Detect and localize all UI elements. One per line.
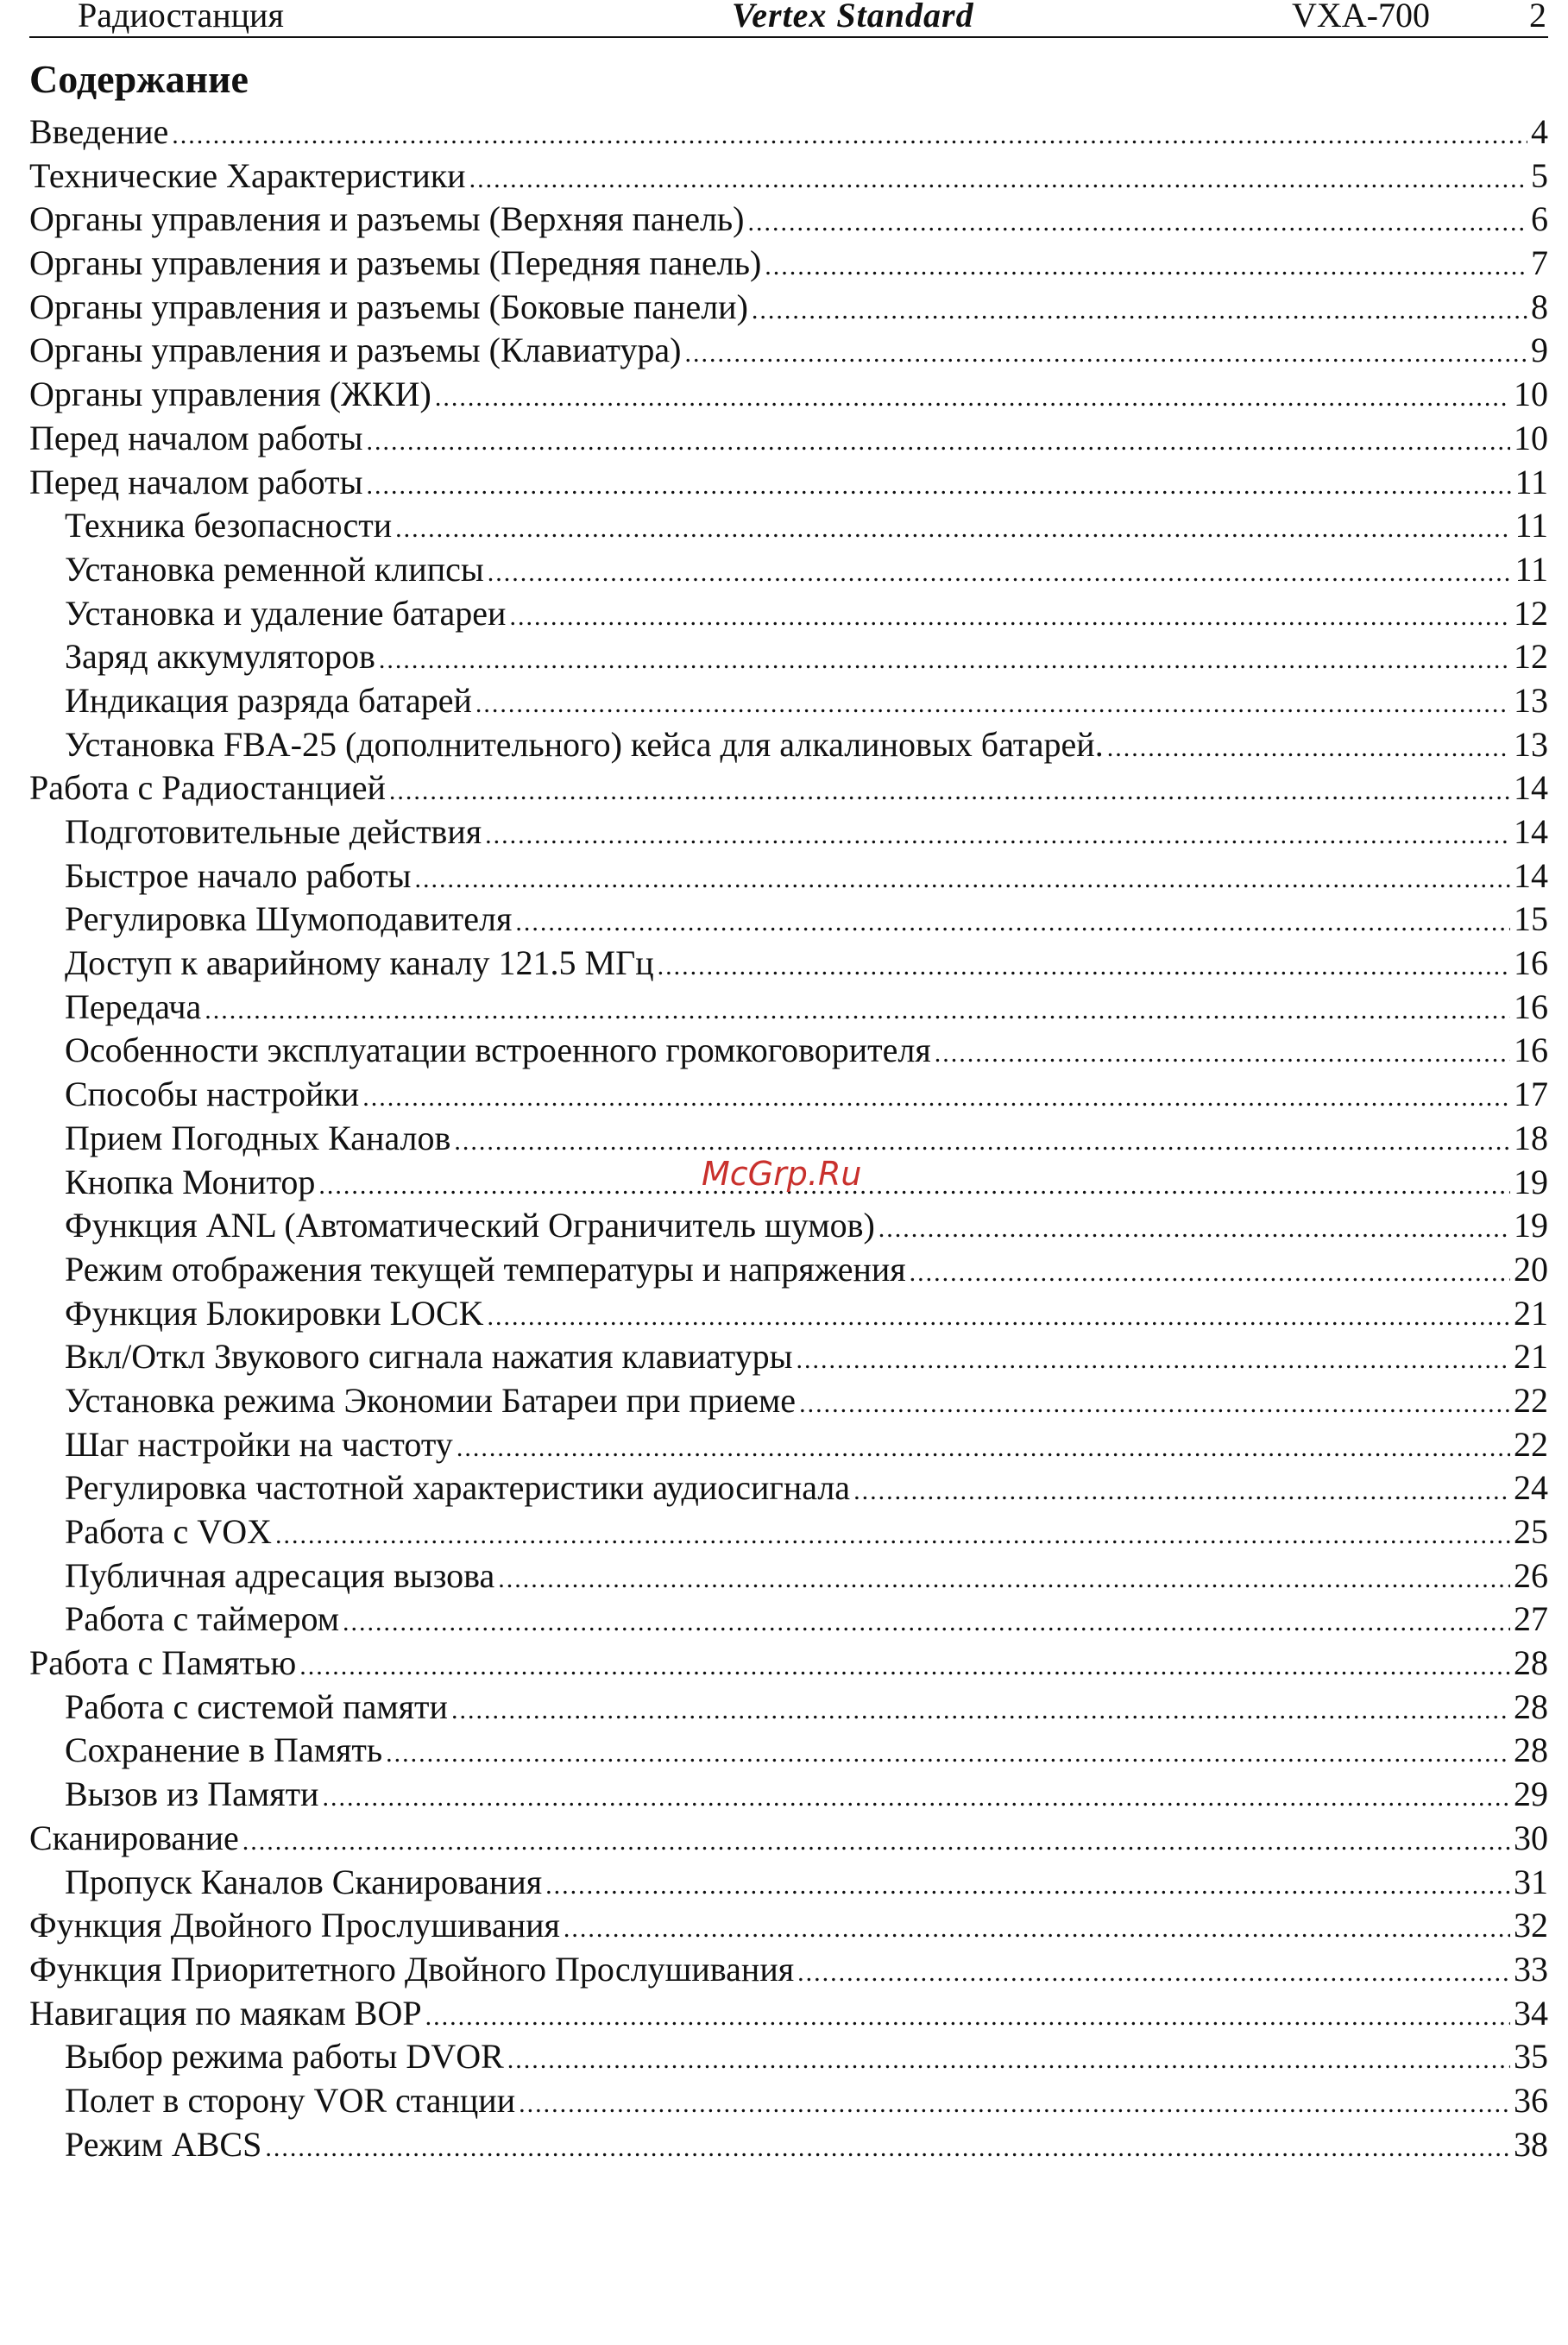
toc-entry[interactable] [29, 1029, 1548, 1073]
toc-entry[interactable] [29, 1510, 1548, 1554]
toc-entry-label: Навигация по маякам ВОР [29, 1993, 422, 2033]
toc-dot-leader [519, 2083, 1510, 2126]
watermark: McGrp.Ru [702, 1155, 862, 1193]
toc-entry-label: Работа с VOX [65, 1512, 272, 1551]
toc-entry-page: 16 [1514, 1031, 1548, 1070]
toc-entry-page: 32 [1514, 1906, 1548, 1945]
toc-entry-label: Техника безопасности [65, 506, 393, 545]
toc-entry-page: 28 [1514, 1686, 1548, 1726]
toc-entry[interactable] [29, 723, 1548, 767]
toc-entry-label: Функция ANL (Автоматический Ограничитель шумов) [65, 1206, 875, 1245]
toc-dot-leader [172, 114, 1527, 157]
toc-entry-label: Полет в сторону VOR станции [65, 2080, 516, 2120]
toc-entry-page: 20 [1514, 1249, 1548, 1289]
toc-dot-leader [389, 770, 1510, 813]
toc-entry-label: Органы управления и разъемы (Верхняя панель) [29, 199, 745, 239]
toc-entry-label: Пропуск Каналов Сканирования [65, 1862, 543, 1901]
toc-entry[interactable] [29, 1773, 1548, 1817]
toc-entry-page: 19 [1514, 1206, 1548, 1245]
toc-entry[interactable] [29, 810, 1548, 854]
toc-entry[interactable] [29, 1423, 1548, 1467]
toc-entry[interactable] [29, 1466, 1548, 1510]
toc-entry[interactable] [29, 986, 1548, 1030]
toc-dot-leader [488, 1295, 1510, 1339]
toc-entry[interactable] [29, 898, 1548, 942]
toc-entry-page: 26 [1514, 1555, 1548, 1595]
toc-entry-page: 13 [1514, 724, 1548, 764]
toc-title: Содержание [29, 57, 249, 101]
toc-entry-label: Подготовительные действия [65, 812, 482, 851]
toc-dot-leader [507, 2039, 1510, 2082]
toc-dot-leader [469, 158, 1527, 201]
toc-entry[interactable] [29, 154, 1548, 199]
toc-dot-leader [425, 1995, 1510, 2039]
toc-entry-label: Сохранение в Память [65, 1730, 383, 1770]
toc-entry-label: Органы управления (ЖКИ) [29, 375, 431, 414]
toc-entry-page: 28 [1514, 1730, 1548, 1770]
header-model: VXA-700 [1292, 0, 1430, 35]
toc-dot-leader [454, 1120, 1510, 1163]
toc-dot-leader [658, 945, 1510, 988]
toc-dot-leader [275, 1514, 1510, 1557]
toc-entry-page: 8 [1531, 287, 1548, 326]
toc-entry[interactable] [29, 592, 1548, 636]
toc-dot-leader [515, 901, 1510, 944]
toc-entry-page: 16 [1514, 943, 1548, 983]
toc-entry-page: 22 [1514, 1380, 1548, 1420]
table-of-contents [29, 110, 1548, 2166]
toc-dot-leader [475, 683, 1510, 726]
toc-dot-leader [545, 1864, 1510, 1907]
toc-entry-label: Вызов из Памяти [65, 1775, 319, 1814]
toc-entry[interactable] [29, 1948, 1548, 1992]
toc-entry-label: Технические Характеристики [29, 155, 466, 195]
toc-entry-page: 31 [1514, 1862, 1548, 1901]
toc-dot-leader [366, 464, 1511, 507]
toc-entry-label: Выбор режима работы DVOR [65, 2037, 504, 2077]
toc-dot-leader [797, 1951, 1510, 1995]
toc-entry[interactable] [29, 504, 1548, 548]
toc-entry-label: Работа с таймером [65, 1599, 340, 1639]
toc-dot-leader [853, 1470, 1510, 1513]
toc-entry[interactable] [29, 2123, 1548, 2167]
toc-entry[interactable] [29, 110, 1548, 154]
toc-entry-page: 28 [1514, 1643, 1548, 1683]
toc-dot-leader [205, 989, 1510, 1032]
toc-entry[interactable] [29, 548, 1548, 592]
toc-entry[interactable] [29, 329, 1548, 373]
toc-entry-page: 4 [1531, 112, 1548, 151]
toc-dot-leader [451, 1689, 1510, 1732]
toc-entry-page: 14 [1514, 768, 1548, 808]
toc-entry-page: 36 [1514, 2080, 1548, 2120]
toc-entry-page: 21 [1514, 1293, 1548, 1333]
toc-dot-leader [564, 1907, 1510, 1951]
toc-entry-page: 19 [1514, 1162, 1548, 1201]
toc-entry-label: Перед началом работы [29, 418, 363, 457]
toc-dot-leader [935, 1032, 1510, 1075]
toc-entry-page: 29 [1514, 1775, 1548, 1814]
toc-entry[interactable] [29, 1379, 1548, 1423]
toc-dot-leader [488, 552, 1512, 595]
toc-entry[interactable] [29, 1729, 1548, 1773]
toc-entry[interactable] [29, 1335, 1548, 1379]
toc-entry-label: Особенности эксплуатации встроенного громкоговорителя [65, 1031, 931, 1070]
toc-entry-page: 10 [1514, 418, 1548, 457]
toc-entry-label: Органы управления и разъемы (Боковые панели) [29, 287, 748, 326]
toc-dot-leader [435, 376, 1510, 419]
toc-dot-leader [457, 1427, 1510, 1470]
toc-entry-label: Вкл/Откл Звукового сигнала нажатия клавиатуры [65, 1337, 793, 1377]
toc-dot-leader [910, 1251, 1510, 1295]
toc-dot-leader [414, 858, 1510, 901]
toc-dot-leader [395, 507, 1511, 551]
toc-entry-page: 18 [1514, 1118, 1548, 1157]
toc-entry-label: Перед началом работы [29, 462, 363, 501]
toc-dot-leader [322, 1776, 1510, 1819]
toc-entry-page: 17 [1514, 1075, 1548, 1114]
toc-entry-page: 25 [1514, 1512, 1548, 1551]
toc-entry-label: Быстрое начало работы [65, 855, 412, 895]
toc-entry[interactable] [29, 286, 1548, 330]
toc-entry-label: Шаг настройки на частоту [65, 1424, 453, 1464]
toc-dot-leader [752, 289, 1527, 332]
toc-entry[interactable] [29, 1554, 1548, 1598]
toc-entry-label: Регулировка Шумоподавителя [65, 899, 513, 939]
toc-entry[interactable] [29, 2079, 1548, 2123]
toc-entry-page: 12 [1514, 593, 1548, 633]
toc-dot-leader [765, 245, 1527, 288]
toc-entry-page: 14 [1514, 855, 1548, 895]
toc-entry[interactable] [29, 679, 1548, 723]
toc-entry-page: 11 [1514, 549, 1548, 589]
toc-entry[interactable] [29, 373, 1548, 417]
toc-entry-label: Функция Блокировки LOCK [65, 1293, 484, 1333]
page-header [29, 0, 1548, 38]
toc-dot-leader [299, 1645, 1510, 1688]
toc-dot-leader [379, 639, 1510, 682]
toc-dot-leader [498, 1558, 1510, 1601]
toc-dot-leader [366, 420, 1510, 463]
header-document-type: Радиостанция [78, 0, 284, 35]
toc-entry-label: Режим отображения текущей температуры и напряжения [65, 1249, 906, 1289]
toc-entry[interactable] [29, 1073, 1548, 1117]
toc-entry-page: 30 [1514, 1818, 1548, 1857]
toc-entry-label: Органы управления и разъемы (Передняя панель) [29, 243, 762, 283]
header-page-number: 2 [1529, 0, 1546, 35]
toc-entry-label: Заряд аккумуляторов [65, 637, 375, 677]
toc-dot-leader [386, 1732, 1510, 1775]
toc-entry[interactable] [29, 942, 1548, 986]
toc-dot-leader [485, 814, 1510, 857]
toc-dot-leader [684, 332, 1527, 375]
toc-entry-label: Индикация разряда батарей [65, 680, 472, 720]
toc-dot-leader [747, 201, 1527, 244]
toc-entry-page: 27 [1514, 1599, 1548, 1639]
toc-entry[interactable] [29, 1686, 1548, 1730]
toc-entry-page: 7 [1531, 243, 1548, 283]
toc-entry-label: Регулировка частотной характеристики аудиосигнала [65, 1468, 851, 1508]
toc-dot-leader [878, 1207, 1510, 1251]
toc-entry[interactable] [29, 242, 1548, 286]
toc-entry-page: 10 [1514, 375, 1548, 414]
toc-entry[interactable] [29, 635, 1548, 679]
toc-entry-page: 16 [1514, 987, 1548, 1026]
toc-entry-label: Прием Погодных Каналов [65, 1118, 451, 1157]
toc-entry-page: 15 [1514, 899, 1548, 939]
toc-entry-page: 5 [1531, 155, 1548, 195]
toc-entry-page: 24 [1514, 1468, 1548, 1508]
toc-entry-label: Установка FBA-25 (дополнительного) кейса для алкалиновых батарей. [65, 724, 1104, 764]
toc-entry[interactable] [29, 766, 1548, 810]
toc-entry-page: 11 [1514, 462, 1548, 501]
toc-entry[interactable] [29, 1642, 1548, 1686]
toc-entry-page: 6 [1531, 199, 1548, 239]
toc-entry-page: 38 [1514, 2124, 1548, 2164]
toc-entry[interactable] [29, 461, 1548, 505]
toc-entry-page: 12 [1514, 637, 1548, 677]
toc-entry[interactable] [29, 417, 1548, 461]
toc-entry[interactable] [29, 1992, 1548, 2036]
toc-dot-leader [318, 1164, 1510, 1207]
toc-entry-page: 33 [1514, 1949, 1548, 1989]
toc-entry-label: Установка режима Экономии Батареи при приеме [65, 1380, 797, 1420]
toc-entry-page: 11 [1514, 506, 1548, 545]
toc-entry-label: Работа с Радиостанцией [29, 768, 386, 808]
toc-entry-label: Органы управления и разъемы (Клавиатура) [29, 331, 682, 370]
toc-entry-page: 34 [1514, 1993, 1548, 2033]
toc-entry[interactable] [29, 1117, 1548, 1161]
toc-entry[interactable] [29, 1204, 1548, 1248]
toc-entry-label: Введение [29, 112, 169, 151]
toc-entry[interactable] [29, 1817, 1548, 1861]
toc-entry[interactable] [29, 1861, 1548, 1905]
toc-entry-label: Режим ABCS [65, 2124, 262, 2164]
toc-entry-label: Работа с системой памяти [65, 1686, 448, 1726]
toc-dot-leader [362, 1076, 1510, 1119]
toc-entry[interactable] [29, 1904, 1548, 1948]
toc-entry-label: Публичная адресация вызова [65, 1555, 495, 1595]
toc-entry-label: Функция Приоритетного Двойного Прослушивания [29, 1949, 795, 1989]
toc-entry-label: Функция Двойного Прослушивания [29, 1906, 560, 1945]
toc-entry-label: Сканирование [29, 1818, 239, 1857]
toc-dot-leader [797, 1339, 1510, 1382]
toc-entry-label: Кнопка Монитор [65, 1162, 316, 1201]
toc-entry-page: 22 [1514, 1424, 1548, 1464]
toc-dot-leader [509, 596, 1510, 639]
toc-dot-leader [265, 2127, 1510, 2170]
header-brand: Vertex Standard [732, 0, 974, 35]
toc-dot-leader [1107, 727, 1510, 770]
toc-entry[interactable] [29, 1292, 1548, 1336]
toc-entry-label: Установка и удаление батареи [65, 593, 507, 633]
toc-dot-leader [799, 1383, 1510, 1426]
toc-entry-label: Передача [65, 987, 202, 1026]
toc-entry-page: 35 [1514, 2037, 1548, 2077]
toc-entry-label: Способы настройки [65, 1075, 360, 1114]
toc-entry[interactable] [29, 1598, 1548, 1642]
toc-entry-label: Доступ к аварийному каналу 121.5 МГц [65, 943, 654, 983]
toc-entry-label: Установка ременной клипсы [65, 549, 484, 589]
toc-entry[interactable] [29, 854, 1548, 898]
toc-entry-page: 9 [1531, 331, 1548, 370]
toc-entry-page: 13 [1514, 680, 1548, 720]
toc-entry-label: Работа с Памятью [29, 1643, 297, 1683]
toc-dot-leader [242, 1820, 1510, 1863]
toc-entry-page: 14 [1514, 812, 1548, 851]
toc-entry[interactable] [29, 2035, 1548, 2079]
toc-entry-page: 21 [1514, 1337, 1548, 1377]
toc-dot-leader [343, 1601, 1510, 1644]
toc-entry[interactable] [29, 1248, 1548, 1292]
toc-entry[interactable] [29, 198, 1548, 242]
